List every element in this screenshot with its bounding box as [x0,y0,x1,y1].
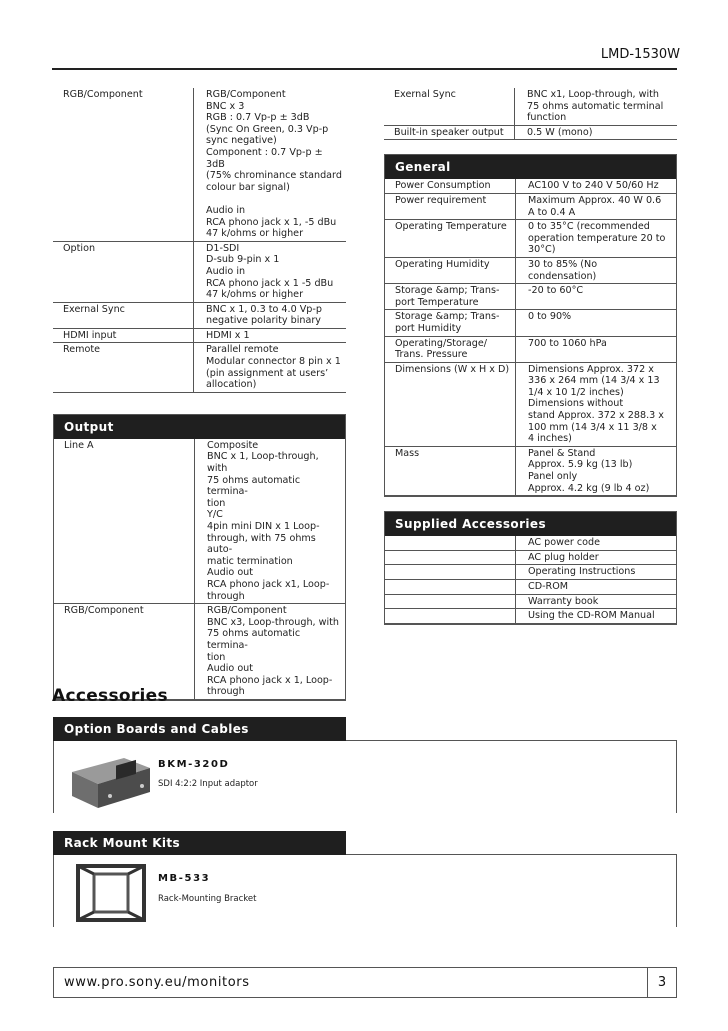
spec-label: Dimensions (W x H x D) [385,362,516,446]
spec-value: AC100 V to 240 V 50/60 Hz [516,179,677,193]
bkm-320d-description: SDI 4:2:2 Input adaptor [158,779,258,789]
spec-label: RGB/Component [53,88,194,241]
spec-value: 0.5 W (mono) [515,125,678,140]
spec-value: Parallel remote Modular connector 8 pin x 1 (pin assignment at users’ allocation) [194,343,347,392]
option-boards-title: Option Boards and Cables [53,717,346,741]
spec-value: RGB/Component BNC x 3 RGB : 0.7 Vp-p ± 3dB (Sync On Green, 0.3 Vp-p sync negative) Component : 0.7 Vp-p ± 3dB (75% chrominance standard colour bar signal) Audio in RCA phono jack x 1, -5 dBu 47 k/ohms or higher [194,88,347,241]
spec-label: Power requirement [385,193,516,219]
general-section [384,154,677,497]
input-spec-table [53,88,346,393]
spec-label: Line A [54,439,195,604]
spec-value: Composite BNC x 1, Loop-through, with 75 ohms automatic termina- tion Y/C 4pin mini DIN x 1 Loop- through, with 75 ohms auto- matic termination Audio out RCA phono jack x1, Loop- through [195,439,346,604]
supplied-accessory-row [385,536,676,550]
spec-value: AC plug holder [516,550,677,565]
input-spec-row [53,302,346,328]
footer-url-link[interactable]: www.pro.sony.eu/monitors [64,975,250,990]
supplied-accessory-row [385,580,676,595]
input-spec-row [53,88,346,241]
general-spec-table [385,179,676,496]
mb-533-name: MB-533 [158,873,211,884]
spec-label [385,536,516,550]
spec-value: D1-SDI D-sub 9-pin x 1 Audio in RCA phono jack x 1 -5 dBu 47 k/ohms or higher [194,241,347,302]
general-spec-row [385,362,676,446]
supplied-accessory-row [385,550,676,565]
page-number: 3 [647,968,676,997]
spec-value: -20 to 60°C [516,284,677,310]
bkm-320d-name: BKM-320D [158,759,230,770]
general-spec-row [385,193,676,219]
spec-value: Dimensions Approx. 372 x 336 x 264 mm (14 3/4 x 13 1/4 x 10 1/2 inches) Dimensions without stand Approx. 372 x 288.3 x 100 mm (14 3/4 x 11 3/8 x 4 inches) [516,362,677,446]
spec-label [385,580,516,595]
input-spec-row [53,328,346,343]
spec-value: Warranty book [516,594,677,609]
spec-label: Mass [385,446,516,495]
spec-label [385,609,516,624]
spec-value: 0 to 90% [516,310,677,336]
spec-value: BNC x1, Loop-through, with 75 ohms automatic terminal function [515,88,678,125]
mb-533-product-image [72,862,152,930]
spec-label: Storage &amp; Trans- port Humidity [385,310,516,336]
spec-label: Operating Temperature [385,220,516,258]
spec-value: 700 to 1060 hPa [516,336,677,362]
spec-value: RGB/Component BNC x3, Loop-through, with 75 ohms automatic termina- tion Audio out RCA phono jack x 1, Loop- through [195,604,346,700]
spec-label: Operating Humidity [385,257,516,283]
spec-label: Exernal Sync [53,302,194,328]
supplied-accessory-row [385,565,676,580]
output-section [53,414,346,701]
spec-label: Built-in speaker output [384,125,515,140]
spec-value: Using the CD-ROM Manual [516,609,677,624]
supplied-accessories-title: Supplied Accessories [385,512,676,536]
supplied-accessories-table [385,536,676,624]
spec-label [385,550,516,565]
supplied-accessories-section [384,511,677,625]
spec-label: Operating/Storage/ Trans. Pressure [385,336,516,362]
output-section-title: Output [54,415,345,439]
sync-spec-row [384,125,677,140]
spec-value: Panel & Stand Approx. 5.9 kg (13 lb) Panel only Approx. 4.2 kg (9 lb 4 oz) [516,446,677,495]
spec-label: RGB/Component [54,604,195,700]
spec-label: Storage &amp; Trans- port Temperature [385,284,516,310]
supplied-accessory-row [385,609,676,624]
spec-value: Maximum Approx. 40 W 0.6 A to 0.4 A [516,193,677,219]
spec-value: 0 to 35°C (recommended operation temperature 20 to 30°C) [516,220,677,258]
spec-value: AC power code [516,536,677,550]
spec-label [385,594,516,609]
rack-mount-title: Rack Mount Kits [53,831,346,855]
spec-value: HDMI x 1 [194,328,347,343]
spec-value: CD-ROM [516,580,677,595]
general-spec-row [385,257,676,283]
right-spec-column [384,88,677,625]
input-spec-row [53,343,346,392]
output-spec-row [54,439,345,604]
general-spec-row [385,179,676,193]
spec-label: Remote [53,343,194,392]
header-rule [52,68,677,70]
footer [53,967,677,998]
model-number: LMD-1530W [600,47,680,62]
mb-533-description: Rack-Mounting Bracket [158,894,257,904]
general-spec-row [385,284,676,310]
general-section-title: General [385,155,676,179]
left-spec-column [53,88,346,701]
sync-spec-table [384,88,677,140]
general-spec-row [385,336,676,362]
spec-value: 30 to 85% (No condensation) [516,257,677,283]
bkm-320d-product-image [66,750,154,818]
output-spec-table [54,439,345,700]
general-spec-row [385,220,676,258]
general-spec-row [385,310,676,336]
sync-spec-row [384,88,677,125]
input-spec-row [53,241,346,302]
spec-label: Power Consumption [385,179,516,193]
spec-label: Option [53,241,194,302]
spec-label: Exernal Sync [384,88,515,125]
supplied-accessory-row [385,594,676,609]
spec-value: BNC x 1, 0.3 to 4.0 Vp-p negative polarity binary [194,302,347,328]
accessories-heading: Accessories [52,686,168,706]
spec-value: Operating Instructions [516,565,677,580]
spec-label: HDMI input [53,328,194,343]
general-spec-row [385,446,676,495]
spec-label [385,565,516,580]
